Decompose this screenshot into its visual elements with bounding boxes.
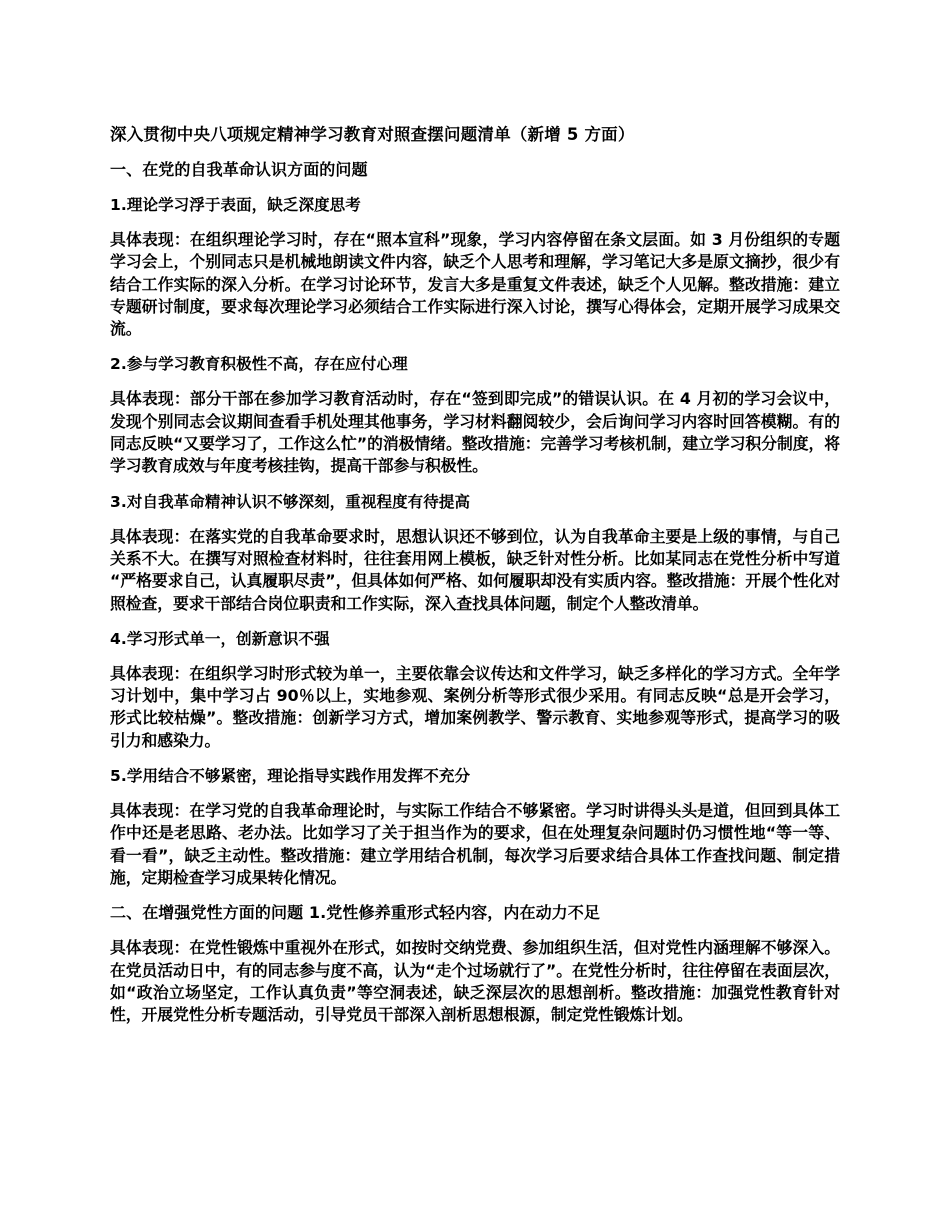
item-heading-1-3: 3.对自我革命精神认识不够深刻，重视程度有待提高	[110, 492, 471, 511]
item-heading-1-2: 2.参与学习教育积极性不高，存在应付心理	[110, 355, 408, 374]
item-heading-1-5: 5.学用结合不够紧密，理论指导实践作用发挥不充分	[110, 767, 471, 786]
item-body-1-1: 具体表现：在组织理论学习时，存在“照本宣科”现象，学习内容停留在条文层面。如 3 月份组织的专题学习会上，个别同志只是机械地朗读文件内容，缺乏个人思考和理解，学习笔记大多是原文摘抄，很少有结合工作实际的深入分析。在学习讨论环节，发言大多是重复文件表述，缺乏个人见解。整改措施：建立专题研讨制度，要求每次理论学习必须结合工作实际进行深入讨论，撰写心得体会，定期开展学习成果交流。	[110, 230, 840, 339]
item-body-1-3: 具体表现：在落实党的自我革命要求时，思想认识还不够到位，认为自我革命主要是上级的事情，与自己关系不大。在撰写对照检查材料时，往往套用网上模板，缺乏针对性分析。比如某同志在党性分析中写道“严格要求自己，认真履职尽责”，但具体如何严格、如何履职却没有实质内容。整改措施：开展个性化对照检查，要求干部结合岗位职责和工作实际，深入查找具体问题，制定个人整改清单。	[110, 526, 840, 613]
item-body-1-4: 具体表现：在组织学习时形式较为单一，主要依靠会议传达和文件学习，缺乏多样化的学习方式。全年学习计划中，集中学习占 90％以上，实地参观、案例分析等形式很少采用。有同志反映“总是开会学习，形式比较枯燥”。整改措施：创新学习方式，增加案例教学、警示教育、实地参观等形式，提高学习的吸引力和感染力。	[110, 663, 840, 750]
document-title: 深入贯彻中央八项规定精神学习教育对照查摆问题清单（新增 5 方面）	[110, 125, 635, 144]
item-heading-1-1: 1.理论学习浮于表面，缺乏深度思考	[110, 196, 361, 214]
document-content	[110, 124, 840, 1026]
item-heading-1-4: 4.学习形式单一，创新意识不强	[110, 629, 330, 648]
item-body-1-5: 具体表现：在学习党的自我革命理论时，与实际工作结合不够紧密。学习时讲得头头是道，但回到具体工作中还是老思路、老办法。比如学习了关于担当作为的要求，但在处理复杂问题时仍习惯性地“等一等、看一看”，缺乏主动性。整改措施：建立学用结合机制，每次学习后要求结合具体工作查找问题、制定措施，定期检查学习成果转化情况。	[110, 801, 840, 887]
section-heading-1: 一、在党的自我革命认识方面的问题	[110, 160, 368, 179]
item-body-2-1: 具体表现：在党性锻炼中重视外在形式，如按时交纳党费、参加组织生活，但对党性内涵理解不够深入。在党员活动日中，有的同志参与度不高，认为“走个过场就行了”。在党性分析时，往往停留在表面层次，如“政治立场坚定，工作认真负责”等空洞表述，缺乏深层次的思想剖析。整改措施：加强党性教育针对性，开展党性分析专题活动，引导党员干部深入剖析思想根源，制定党性锻炼计划。	[110, 938, 840, 1025]
section-heading-2: 二、在增强党性方面的问题 1.党性修养重形式轻内容，内在动力不足	[110, 903, 600, 923]
item-body-1-2: 具体表现：部分干部在参加学习教育活动时，存在“签到即完成”的错误认识。在 4 月初的学习会议中，发现个别同志会议期间查看手机处理其他事务，学习材料翻阅较少，会后询问学习内容时回答模糊。有的同志反映“又要学习了，工作这么忙”的消极情绪。整改措施：完善学习考核机制，建立学习积分制度，将学习教育成效与年度考核挂钩，提高干部参与积极性。	[110, 389, 840, 476]
